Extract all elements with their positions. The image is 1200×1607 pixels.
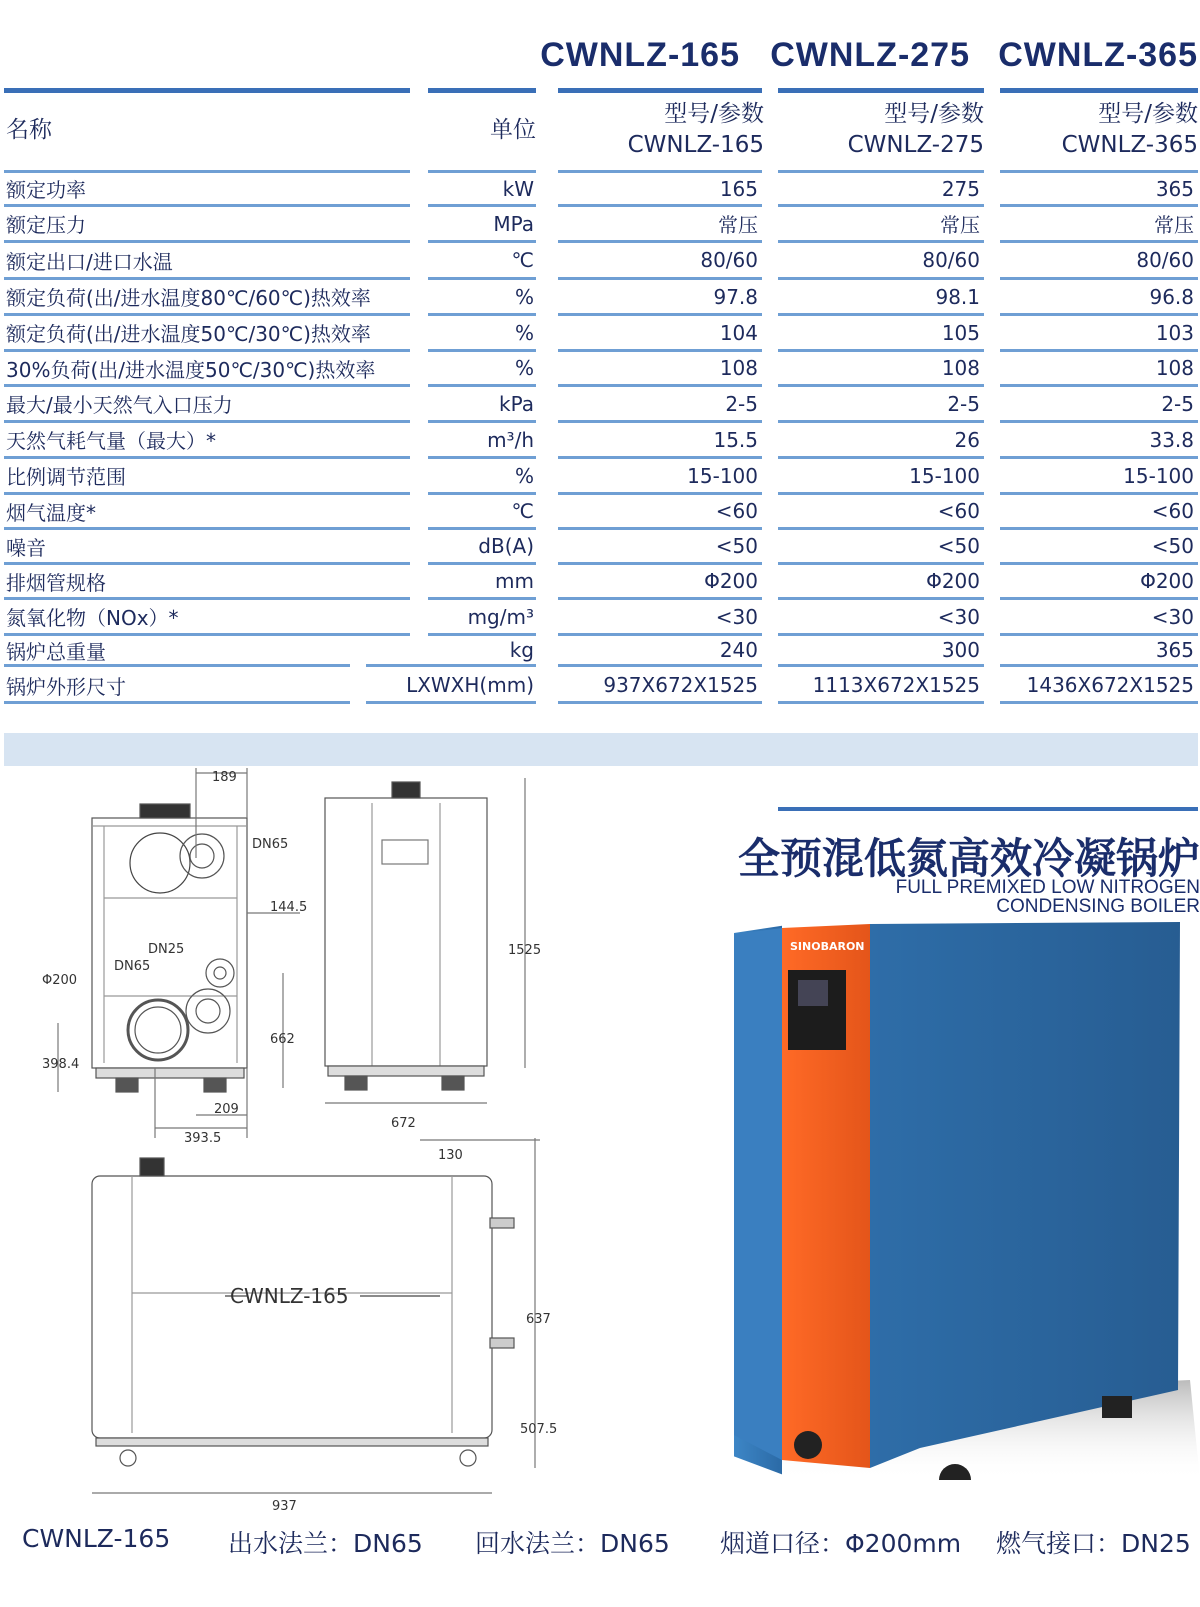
cell-name: 锅炉总重量: [6, 639, 106, 664]
cell-value-275: 15-100: [909, 463, 980, 488]
cell-value-275: 105: [941, 320, 980, 345]
cell-value-365: <50: [1151, 534, 1194, 558]
table-row: [0, 313, 1200, 349]
table-row: [0, 664, 1200, 703]
cell-unit: kW: [502, 176, 534, 201]
label-dn65-mid: DN65: [114, 959, 151, 974]
cell-name: 噪音: [6, 535, 46, 560]
table-row: [0, 420, 1200, 456]
table-row: [0, 633, 1200, 664]
table-row: [0, 562, 1200, 597]
product-title: 全预混低氮高效冷凝锅炉: [737, 835, 1200, 882]
cell-value-165: 常压: [718, 213, 758, 237]
cell-unit: kPa: [499, 391, 534, 416]
cell-unit: %: [514, 356, 534, 380]
control-screen: [798, 980, 828, 1006]
cell-name: 额定压力: [6, 213, 86, 237]
cell-value-365: 80/60: [1136, 248, 1194, 272]
cell-value-165: 104: [719, 320, 758, 345]
cell-value-275: 80/60: [922, 248, 980, 272]
header-model-165: 型号/参数 CWNLZ-165: [627, 101, 764, 158]
table-row: [0, 277, 1200, 313]
dim-507: 507.5: [520, 1422, 558, 1437]
cell-value-165: 240: [719, 638, 758, 662]
cell-unit: mm: [495, 569, 534, 593]
model-header-165: CWNLZ-165: [540, 36, 740, 74]
cell-value-275: <50: [937, 534, 980, 558]
cell-value-165: 937X672X1525: [603, 673, 758, 697]
title-rule: [778, 807, 1198, 811]
model-header-275: CWNLZ-275: [770, 36, 970, 74]
dim-398: 398.4: [42, 1057, 80, 1072]
footer-model: CWNLZ-165: [22, 1524, 171, 1553]
cell-value-365: 365: [1155, 176, 1194, 201]
drawing-model-label: CWNLZ-165: [230, 1284, 349, 1308]
boiler-side-panel: [870, 922, 1180, 1468]
cell-unit: dB(A): [478, 534, 534, 558]
caster-left: [794, 1431, 822, 1459]
dim-672: 672: [391, 1116, 416, 1131]
cell-name: 额定负荷(出/进水温度50℃/30℃)热效率: [6, 322, 371, 346]
cell-name: 额定出口/进口水温: [6, 249, 173, 274]
cell-unit: kg: [509, 638, 534, 662]
cell-value-365: <30: [1151, 604, 1194, 629]
table-row: [0, 349, 1200, 384]
cell-name: 锅炉外形尺寸: [6, 674, 126, 699]
cell-value-165: <60: [715, 499, 758, 523]
footer-outlet: 出水法兰：DN65: [228, 1529, 423, 1558]
cell-value-165: <50: [715, 534, 758, 558]
divider-band: [4, 733, 1198, 766]
cell-value-275: <30: [937, 604, 980, 629]
cell-value-365: 1436X672X1525: [1026, 673, 1194, 697]
cell-value-275: 108: [941, 356, 980, 380]
spec-table: [0, 88, 1200, 703]
cell-value-165: 165: [719, 176, 758, 201]
cell-value-165: Φ200: [704, 569, 758, 593]
cell-value-275: 300: [941, 638, 980, 662]
cell-unit: %: [514, 320, 534, 345]
cell-value-275: 98.1: [935, 284, 980, 309]
cell-value-365: 33.8: [1149, 427, 1194, 452]
header-model-365: 型号/参数 CWNLZ-365: [1061, 101, 1198, 158]
label-dn25: DN25: [148, 942, 185, 957]
table-row: [0, 456, 1200, 492]
cell-value-365: 2-5: [1161, 391, 1194, 416]
dim-662: 662: [270, 1032, 295, 1047]
cell-value-165: <30: [715, 604, 758, 629]
cell-unit: MPa: [493, 211, 534, 236]
cell-name: 氮氧化物（NOx）*: [6, 606, 179, 630]
label-phi200: Φ200: [42, 973, 78, 988]
cell-name: 额定负荷(出/进水温度80℃/60℃)热效率: [6, 286, 371, 310]
cell-name: 比例调节范围: [6, 465, 126, 489]
dim-1525: 1525: [508, 943, 542, 958]
header-name: 名称: [6, 116, 52, 143]
table-row: [0, 240, 1200, 277]
dim-144: 144.5: [270, 900, 308, 915]
cell-value-365: <60: [1151, 499, 1194, 523]
cell-value-365: 108: [1155, 356, 1194, 380]
label-dn65-top: DN65: [252, 837, 289, 852]
cell-name: 天然气耗气量（最大）*: [6, 429, 216, 453]
cell-value-365: 103: [1155, 320, 1194, 345]
dim-209: 209: [214, 1102, 239, 1117]
cell-unit: %: [514, 284, 534, 309]
cell-unit: ℃: [511, 499, 534, 523]
cell-name: 最大/最小天然气入口压力: [6, 393, 233, 417]
cell-unit: m³/h: [487, 427, 534, 452]
dim-130: 130: [438, 1148, 463, 1163]
technical-drawing: [0, 768, 560, 1538]
cell-name: 排烟管规格: [6, 570, 106, 595]
table-row: [0, 170, 1200, 204]
cell-value-165: 80/60: [700, 248, 758, 272]
dim-937: 937: [272, 1499, 297, 1514]
cell-unit: %: [514, 463, 534, 488]
footer-flue: 烟道口径：Φ200mm: [720, 1529, 962, 1558]
cell-value-165: 15.5: [713, 427, 758, 452]
cell-value-165: 97.8: [713, 284, 758, 309]
table-row: [0, 492, 1200, 527]
footer-return: 回水法兰：DN65: [475, 1529, 670, 1558]
cell-value-365: 365: [1155, 638, 1194, 662]
cell-value-365: 96.8: [1149, 284, 1194, 309]
cell-value-275: 1113X672X1525: [812, 673, 980, 697]
cell-value-275: Φ200: [926, 569, 980, 593]
cell-value-275: 2-5: [947, 391, 980, 416]
cell-name: 额定功率: [6, 178, 86, 202]
foot-right: [1102, 1396, 1132, 1418]
header-unit: 单位: [490, 116, 536, 143]
cell-value-275: <60: [937, 499, 980, 523]
cell-name: 烟气温度*: [6, 500, 96, 525]
cell-value-165: 15-100: [687, 463, 758, 488]
table-row: [0, 204, 1200, 240]
model-header-365: CWNLZ-365: [998, 36, 1198, 74]
cell-unit: mg/m³: [467, 604, 534, 629]
table-row: [0, 597, 1200, 633]
cell-value-165: 108: [719, 356, 758, 380]
cell-unit: LXWXH(mm): [406, 673, 534, 697]
cell-unit: ℃: [511, 248, 534, 272]
cell-value-275: 275: [941, 176, 980, 201]
header-model-275: 型号/参数 CWNLZ-275: [847, 101, 984, 158]
table-row: [0, 527, 1200, 562]
brand-logo: SINOBARON: [790, 940, 865, 953]
cell-value-275: 26: [954, 427, 980, 452]
product-subtitle: FULL PREMIXED LOW NITROGEN CONDENSING BOILER: [895, 877, 1200, 917]
cell-value-365: 常压: [1154, 213, 1194, 237]
dim-393: 393.5: [184, 1131, 222, 1146]
table-row: [0, 384, 1200, 420]
footer-gas: 燃气接口：DN25: [996, 1529, 1191, 1558]
cell-value-365: 15-100: [1123, 463, 1194, 488]
table-header-row: [0, 88, 1200, 170]
cell-name: 30%负荷(出/进水温度50℃/30℃)热效率: [6, 357, 376, 382]
boiler-left-panel: [734, 928, 782, 1460]
dim-637: 637: [526, 1312, 551, 1327]
cell-value-365: Φ200: [1140, 569, 1194, 593]
boiler-image: [730, 920, 1200, 1480]
cell-value-165: 2-5: [725, 391, 758, 416]
cell-value-275: 常压: [940, 213, 980, 237]
dim-189: 189: [212, 770, 237, 785]
